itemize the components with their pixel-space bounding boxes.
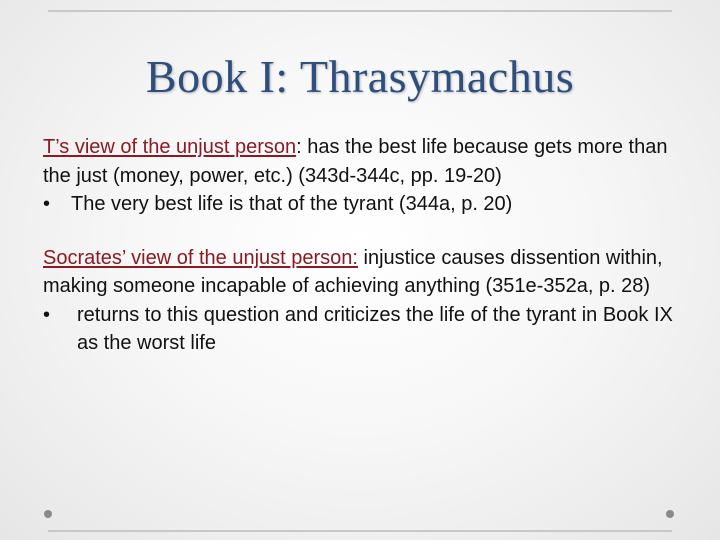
- corner-dot-right: [666, 510, 674, 518]
- lead-socrates-view: Socrates’ view of the unjust person:: [43, 246, 358, 269]
- top-rule: [48, 10, 672, 12]
- bullet-text: returns to this question and criticizes the life of the tyrant in Book IX as the worst life: [77, 303, 673, 354]
- bullet-text: The very best life is that of the tyrant (344a, p. 20): [71, 193, 513, 215]
- bullet-tyrant-best-life: [43, 190, 683, 219]
- lead-thrasymachus-view: T’s view of the unjust person: [43, 136, 297, 158]
- corner-dot-left: [44, 510, 52, 518]
- text-socrates-view: injustice causes dissention within, making someone incapable of achieving anything (351e-352a, p. 28): [43, 246, 663, 297]
- bottom-rule: [48, 530, 672, 532]
- slide-title: Book I: Thrasymachus: [145, 51, 575, 102]
- slide-body: [43, 133, 683, 358]
- bullet-mark: •: [43, 193, 51, 215]
- bullet-mark: •: [43, 303, 51, 326]
- spacer: [43, 219, 683, 244]
- paragraph-socrates: [43, 244, 683, 301]
- text-thrasymachus-view: : has the best life because gets more than the just (money, power, etc.) (343d-344c, pp. 19-20): [43, 136, 668, 187]
- bullet-book-ix: [43, 301, 683, 358]
- paragraph-thrasymachus: [43, 133, 683, 190]
